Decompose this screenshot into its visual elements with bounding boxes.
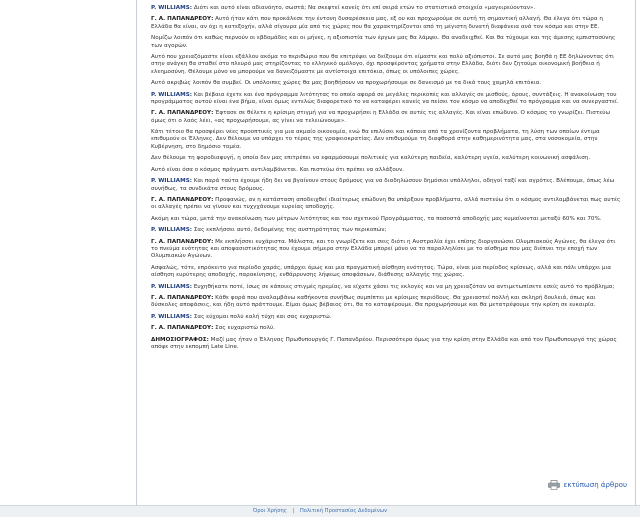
transcript-paragraph [151, 92, 621, 107]
transcript-paragraph [151, 35, 621, 50]
print-article-label[interactable]: εκτύπωση άρθρου [563, 481, 627, 489]
speaker-label: Γ. Α. ΠΑΠΑΝΔΡΕΟΥ: [151, 295, 214, 302]
transcript-paragraph [151, 80, 621, 87]
paragraph-text: Αυτό είναι όσα ο κόσμος πράγματι αντιλαμβάνεται. Και πιστεύω ότι πρέπει να αλλάξουν. [151, 166, 405, 173]
paragraph-text: Μαζί μας ήταν ο Έλληνας Πρωθυπουργός Γ. Παπανδρέου. Περισσότερα όμως για την κρίση στην Ελλάδα και από τον Πρωθυπουργό της χώρας απόψε στην εκπομπή Late Line. [151, 336, 617, 351]
paragraph-text: Σας εκπλήσσει αυτό, δεδομένης της αυστηρότητας των περικοπών; [192, 227, 387, 234]
transcript-paragraph [151, 16, 621, 31]
speaker-label: P. WILLIAMS: [151, 178, 193, 185]
transcript-paragraph [151, 284, 621, 291]
speaker-label: Γ. Α. ΠΑΠΑΝΔΡΕΟΥ: [151, 238, 214, 245]
paragraph-text: Και παρά ταύτα έχουμε ήδη δει να βγαίνουν στους δρόμους για να διαδηλώσουν δημόσιοι υπάλληλοι, οδηγοί ταξί και αγρότες. Βλέπουμε, όπως λέω συνήθως, τα συνδικάτα στους δρόμους. [151, 178, 615, 192]
transcript-paragraph [151, 265, 621, 280]
transcript-paragraph [151, 54, 621, 76]
transcript-paragraph [151, 178, 621, 193]
speaker-label: Γ. Α. ΠΑΠΑΝΔΡΕΟΥ: [151, 197, 214, 203]
speaker-label: P. WILLIAMS: [151, 313, 193, 320]
paragraph-text: Ασφαλώς, τότε, επρόκειτο για περίοδο χαράς, υπάρχει όμως και μια πραγματική αίσθηση ενότητας. Τώρα, είναι μια περίοδος κρίσεως, αλλά και πάλι υπάρχει μια αίσθηση ευρύτερης αποδοχής, παρακίνησης, ενθάρρυνσης λήψεως αποφάσεων, διάθεσης αλλαγής της χώρας. [151, 264, 612, 279]
transcript-paragraph [151, 5, 621, 12]
site-footer [0, 505, 640, 517]
transcript-paragraph [151, 314, 621, 321]
printer-icon[interactable] [548, 480, 560, 490]
paragraph-text: Σας εύχομαι πολύ καλή τύχη και σας ευχαριστώ. [192, 313, 332, 320]
transcript-paragraph [151, 337, 621, 352]
speaker-label: ΔΗΜΟΣΙΟΓΡΑΦΟΣ: [151, 336, 209, 343]
transcript-paragraph [151, 227, 621, 234]
transcript-paragraph [151, 216, 621, 223]
paragraph-text: Έφτασε σε θέλετε η κρίσιμη στιγμή για να προχωρήσει η Ελλάδα σε αυτές τις αλλαγές. Και είναι επώδυνο. Ο κόσμος το γνωρίζει. Πιστεύω όμως ότι ο λαός λέει, «ας προχωρήσουμε, ας γίνει να τελειώνουμε». [151, 110, 611, 124]
transcript-paragraph [151, 239, 621, 261]
paragraph-text: Αυτό ακριβώς λοιπόν θα συμβεί. Οι υπόλοιπες χώρες θα μας βοηθήσουν να προχωρήσουμε σε δανεισμό με τα δικά τους χαμηλά επιτόκια. [151, 80, 542, 87]
paragraph-text: Αυτό που χρειαζόμαστε είναι εξάλλου ακόμα το περιθώριο που θα επιτρέψει να δείξουμε ότι είμαστε και πολύ αξιόπιστοι. Σε αυτό μας βοηθά η ΕΕ δηλώνοντας ότι στην ανάγκη θα σταθεί στο πλευρό μας στηρίζοντας το ελληνικό ομόλογο, όχι προσφέροντας χρήματα στην Ελλάδα, διότι δεν ζητούμε οικονομική βοήθεια ή ελεημοσύνη. Θέλουμε μόνο να μπορούμε να δανειζόμαστε με αντίστοιχα επιτόκια, όπως οι υπόλοιπες χώρες. [151, 54, 615, 75]
paragraph-text: Δεν θέλουμε τη φοροδιαφυγή, η οποία δεν μας επιτρέπει να εφαρμόσουμε πολιτικές για καλύτερη παιδεία, καλύτερη υγεία, καλύτερη κοινωνική ασφάλιση. [151, 155, 591, 162]
speaker-label: P. WILLIAMS: [151, 91, 193, 98]
paragraph-text: Σας ευχαριστώ πολύ. [213, 325, 275, 332]
paragraph-text: Διότι και αυτό είναι αδιανόητο, σωστά; Να σκεφτεί κανείς ότι επί σειρά ετών το στατιστικά στοιχεία «μαγειρεύονταν». [192, 5, 536, 11]
speaker-label: P. WILLIAMS: [151, 283, 193, 290]
speaker-label: Γ. Α. ΠΑΠΑΝΔΡΕΟΥ: [151, 110, 214, 117]
transcript-paragraph [151, 197, 621, 212]
article-frame [136, 0, 636, 508]
paragraph-text: Νομίζω λοιπόν ότι καθώς περνούν οι εβδομάδες και οι μήνες, η αξιοπιστία των έργων μας θα λάμψει. Θα αναδειχθεί. Και θα τύχουμε και της άμεσης εμπιστοσύνης των αγορών. [151, 35, 616, 49]
print-article-link[interactable] [548, 480, 627, 490]
paragraph-text: Ευχηθήκατε ποτέ, ίσως σε κάποιες στιγμές ηρεμίας, να είχατε χάσει τις εκλογές και να μη χρειαζόταν να αντιμετωπίσετε εσείς αυτό το πρόβλημα; [192, 283, 615, 290]
paragraph-text: Και βέβαια έχετε και ένα πρόγραμμα λιτότητας το οποίο αφορά σε μεγάλες περικοπές και αλλαγές σε μισθούς, όρους, συντάξεις. Η ανακοίνωση του προγράμματος αυτού είναι ένα βήμα, είναι όμως εντελώς διαφορετικό το να καταφέρει κανείς να πείσει τον κόσμο να αποδεχθεί το πρόγραμμα και να συνεργαστεί. [151, 91, 619, 105]
paragraph-text: Κάτι τέτοιο θα προσφέρει νέες προοπτικές για μια ακμαίο οικονομία, ενώ θα επιλύσει και κάποια από τα χρονίζοντα προβλήματα, τη λύση των οποίων έντιμα επιθυμούν οι Έλληνες. Δεν θέλουμε να υπάρχει το τέρας της γραφειοκρατίας. Δεν επιθυμούμε τη διαφθορά στην καθημερινότητα μας, στα νοσοκομεία, στην Κυβέρνηση, στο δημόσιο τομέα. [151, 129, 600, 150]
footer-terms-link[interactable]: Όροι Χρήσης [253, 508, 287, 514]
transcript-paragraph [151, 295, 621, 310]
speaker-label: Γ. Α. ΠΑΠΑΝΔΡΕΟΥ: [151, 16, 214, 23]
speaker-label: P. WILLIAMS: [151, 5, 193, 11]
footer-privacy-link[interactable]: Πολιτική Προστασίας Δεδομένων [299, 508, 387, 514]
transcript-paragraph [151, 167, 621, 174]
transcript-paragraph [151, 110, 621, 125]
transcript-paragraph [151, 325, 621, 332]
paragraph-text: Κάθε φορά που αναλαμβάνω καθήκοντα συνήθως συμπίπτει με κρίσιμες περιόδους. Θα χρειαστεί πολλή και σκληρή δουλειά, όπως και δύσκολες αποφάσεις, και ήδη αυτό πράττουμε. Είμαι όμως βέβαιος ότι, θα το καταφέρουμε. Θα προχωρήσουμε και θα μετατρέψουμε την κρίση σε ευκαιρία. [151, 295, 596, 309]
paragraph-text: Με εκπλήσσει ευχάριστα. Μάλιστα, και το γνωρίζετε και σεις διότι η Αυστραλία έχει επίσης διοργανώσει Ολυμπιακούς Αγώνες, θα έλεγα ότι το πνεύμα ενότητας και αποφασιστικότητας που έχουμε σήμερα στην Ελλάδα μπορεί μόνο να το παραλληλίσει με το αίσθημα που μας διέπνει την εποχή των Ολυμπιακών Αγώνων. [151, 238, 616, 260]
transcript-paragraph [151, 155, 621, 162]
paragraph-text: Αυτό ήταν κάτι που προκάλεσε την έντονη δυσαρέσκεια μας, εξ ου και προχωρούμε σε αυτή τη σημαντική αλλαγή. Θα έλεγα ότι τώρα η Ελλάδα θα είναι, αν όχι η κατεξοχήν, αλλά σίγουρα μία από τις χώρες που θα χαρακτηρίζονται από τη μέγιστη δυνατή διαφάνεια ανά τον κόσμο και στην ΕΕ. [151, 16, 603, 30]
speaker-label: Γ. Α. ΠΑΠΑΝΔΡΕΟΥ: [151, 325, 214, 332]
speaker-label: P. WILLIAMS: [151, 227, 193, 234]
transcript-paragraph [151, 129, 621, 151]
footer-separator: | [292, 508, 295, 514]
article-body [151, 5, 621, 356]
paragraph-text: Ακόμη και τώρα, μετά την ανακοίνωση των μέτρων λιτότητας και του σχετικού Προγράμματος, τα ποσοστά αποδοχής μας κυμαίνονται μεταξύ 60% και 70%. [151, 215, 602, 222]
paragraph-text: Προφανώς, αν η κατάσταση αποδειχθεί ιδιαίτερως επώδυνη θα υπάρξουν προβλήματα, αλλά πιστεύω ότι ο κόσμος αντιλαμβάνεται πως αυτές οι αλλαγές πρέπει να γίνουν και τυχγχάνουμε ευρείας αποδοχής. [151, 197, 621, 211]
